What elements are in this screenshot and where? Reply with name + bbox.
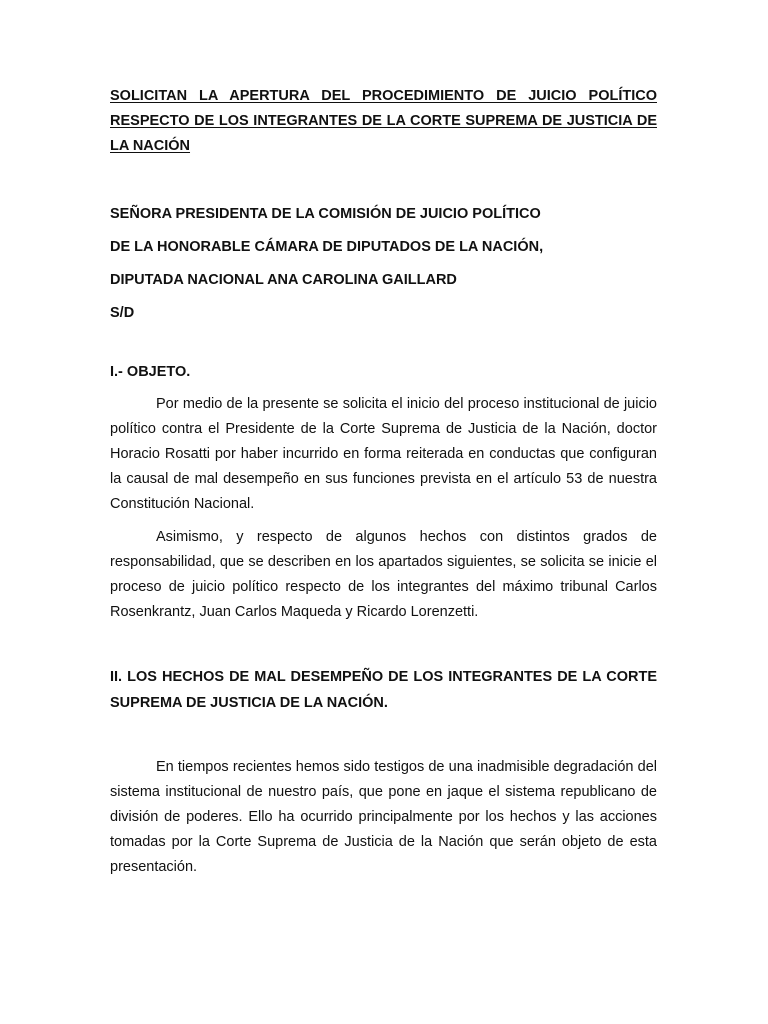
addressee-line-1: SEÑORA PRESIDENTA DE LA COMISIÓN DE JUICIO POLÍTICO <box>110 206 541 222</box>
addressee-block <box>110 198 670 330</box>
addressee-line-2: DE LA HONORABLE CÁMARA DE DIPUTADOS DE LA NACIÓN, <box>110 239 544 255</box>
addressee-line-3: DIPUTADA NACIONAL ANA CAROLINA GAILLARD <box>110 272 457 288</box>
section-heading-hechos: II. LOS HECHOS DE MAL DESEMPEÑO DE LOS INTEGRANTES DE LA CORTE SUPREMA DE JUSTICIA DE LA NACIÓN. <box>110 669 657 711</box>
addressee-line-4: S/D <box>110 305 135 321</box>
paragraph-hechos-1: En tiempos recientes hemos sido testigos de una inadmisible degradación del sistema institucional de nuestro país, que pone en jaque el sistema republicano de división de poderes. Ello ha ocurrido principalmente por los hechos y las acciones tomadas por la Corte Suprema de Justicia de la Nación que serán objeto de esta presentación. <box>110 759 657 875</box>
paragraph-objeto-1: Por medio de la presente se solicita el inicio del proceso institucional de juicio político contra el Presidente de la Corte Suprema de Justicia de la Nación, doctor Horacio Rosatti por haber incurrido en forma reiterada en conductas que configuran la causal de mal desempeño en sus funciones prevista en el artículo 53 de nuestra Constitución Nacional. <box>110 396 657 512</box>
paragraph-objeto-2: Asimismo, y respecto de algunos hechos con distintos grados de responsabilidad, que se describen en los apartados siguientes, se solicita se inicie el proceso de juicio político respecto de los integrantes del máximo tribunal Carlos Rosenkrantz, Juan Carlos Maqueda y Ricardo Lorenzetti. <box>110 529 657 620</box>
document-title: SOLICITAN LA APERTURA DEL PROCEDIMIENTO DE JUICIO POLÍTICO RESPECTO DE LOS INTEGRANTES DE LA CORTE SUPREMA DE JUSTICIA DE LA NACIÓN <box>110 88 657 154</box>
section-heading-objeto: I.- OBJETO. <box>110 364 191 380</box>
